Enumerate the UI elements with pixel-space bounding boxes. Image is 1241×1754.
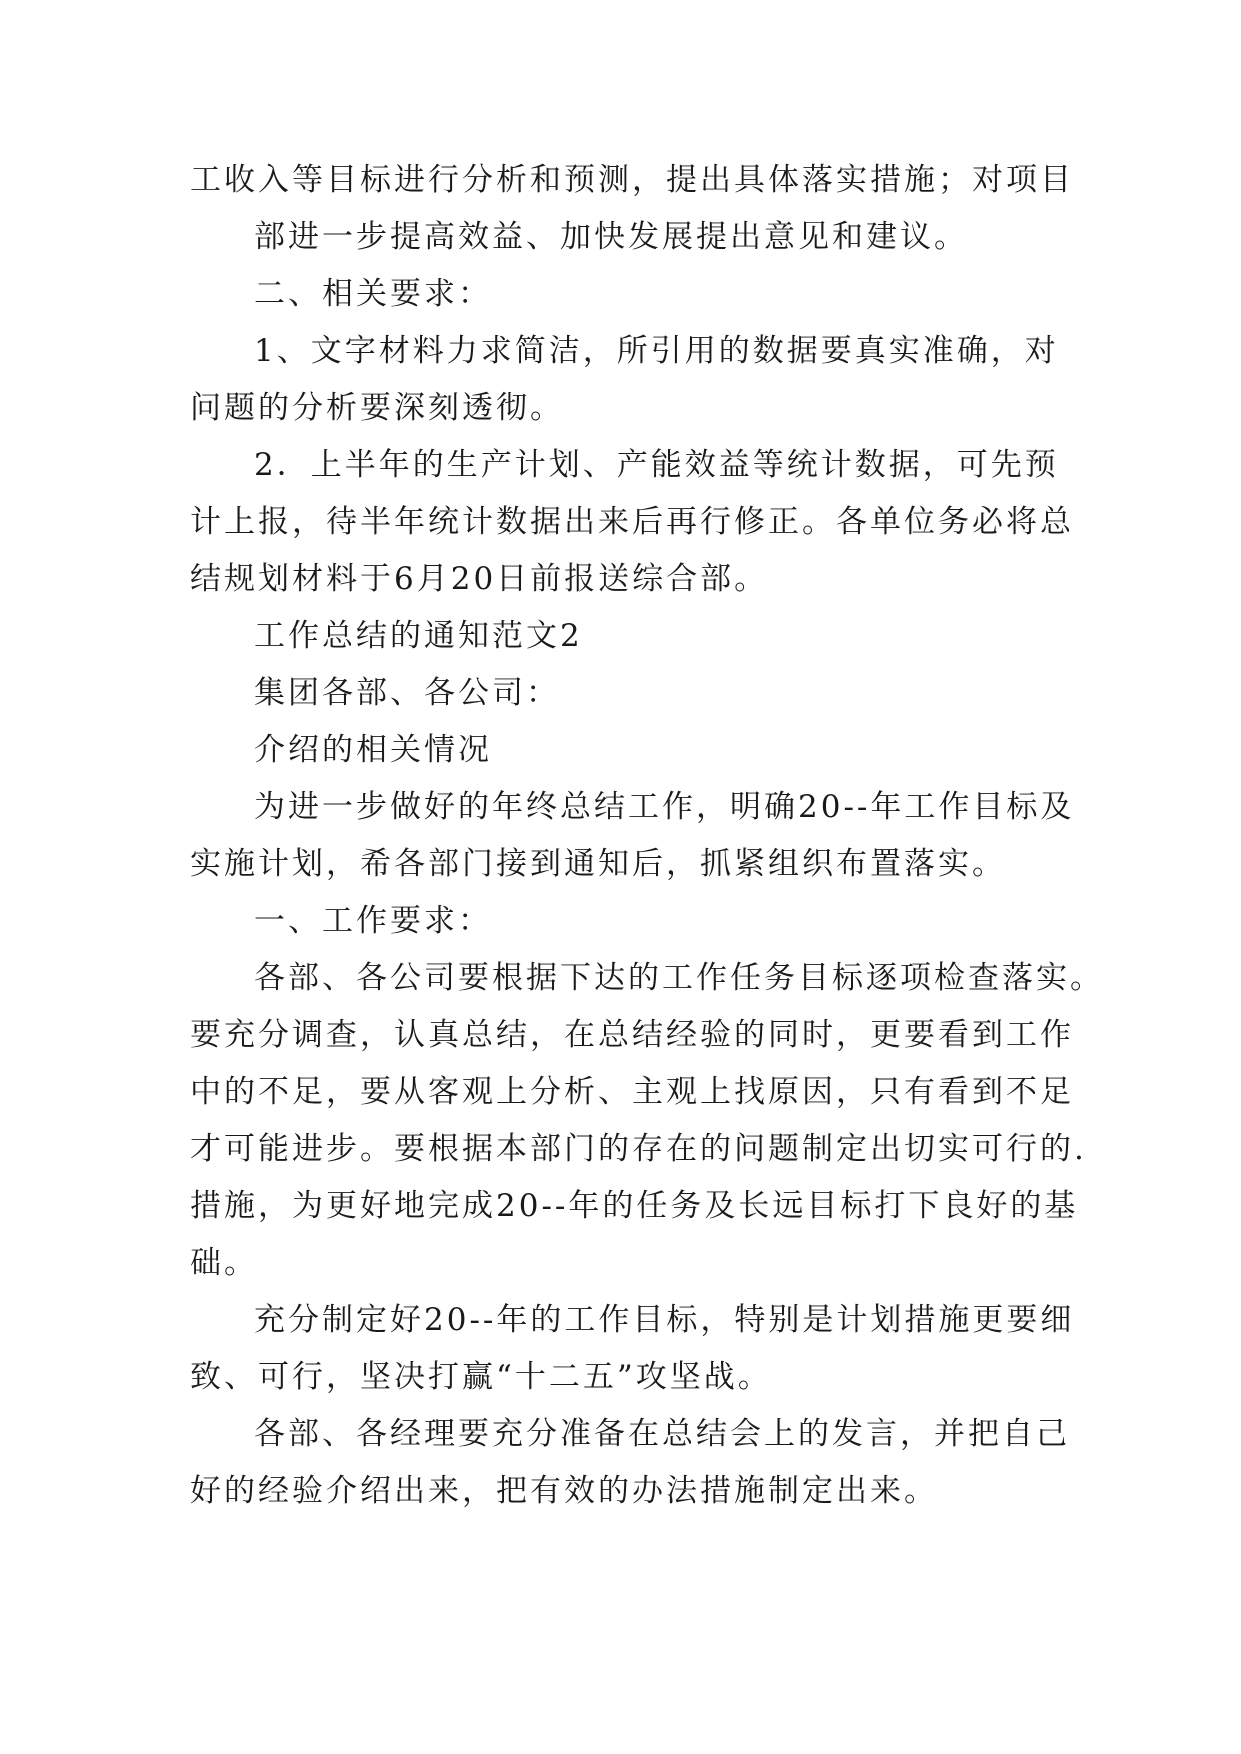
text-line: 各部、各公司要根据下达的工作任务目标逐项检查落实。 [254,960,1104,996]
text-line: 才可能进步。要根据本部门的存在的问题制定出切实可行的. [190,1131,1087,1167]
text-line: 础。 [190,1245,258,1281]
addressee: 集团各部、各公司： [254,675,560,711]
text-line: 2．上半年的生产计划、产能效益等统计数据，可先预 [254,447,1059,483]
section-heading: 二、相关要求： [254,276,492,312]
text-line: 为进一步做好的年终总结工作，明确20--年工作目标及 [254,789,1075,825]
text-line: 问题的分析要深刻透彻。 [190,390,564,426]
text-line: 工收入等目标进行分析和预测，提出具体落实措施；对项目 [190,162,1074,198]
text-line: 1、文字材料力求简洁，所引用的数据要真实准确，对 [254,333,1059,369]
text-line: 计上报，待半年统计数据出来后再行修正。各单位务必将总 [190,504,1074,540]
section-heading: 一、工作要求： [254,903,492,939]
text-line: 要充分调查，认真总结，在总结经验的同时，更要看到工作 [190,1017,1074,1053]
section-title: 工作总结的通知范文2 [254,618,583,654]
text-line: 中的不足，要从客观上分析、主观上找原因，只有看到不足 [190,1074,1074,1110]
text-line: 实施计划，希各部门接到通知后，抓紧组织布置落实。 [190,846,1006,882]
text-line: 介绍的相关情况 [254,732,492,768]
text-line: 充分制定好20--年的工作目标，特别是计划措施更要细 [254,1302,1075,1338]
text-line: 部进一步提高效益、加快发展提出意见和建议。 [254,219,968,255]
text-line: 措施，为更好地完成20--年的任务及长远目标打下良好的基 [190,1188,1079,1224]
text-line: 好的经验介绍出来，把有效的办法措施制定出来。 [190,1473,938,1509]
text-line: 致、可行，坚决打赢“十二五”攻坚战。 [190,1359,772,1395]
text-line: 结规划材料于6月20日前报送综合部。 [190,561,769,597]
text-line: 各部、各经理要充分准备在总结会上的发言，并把自己 [254,1416,1070,1452]
